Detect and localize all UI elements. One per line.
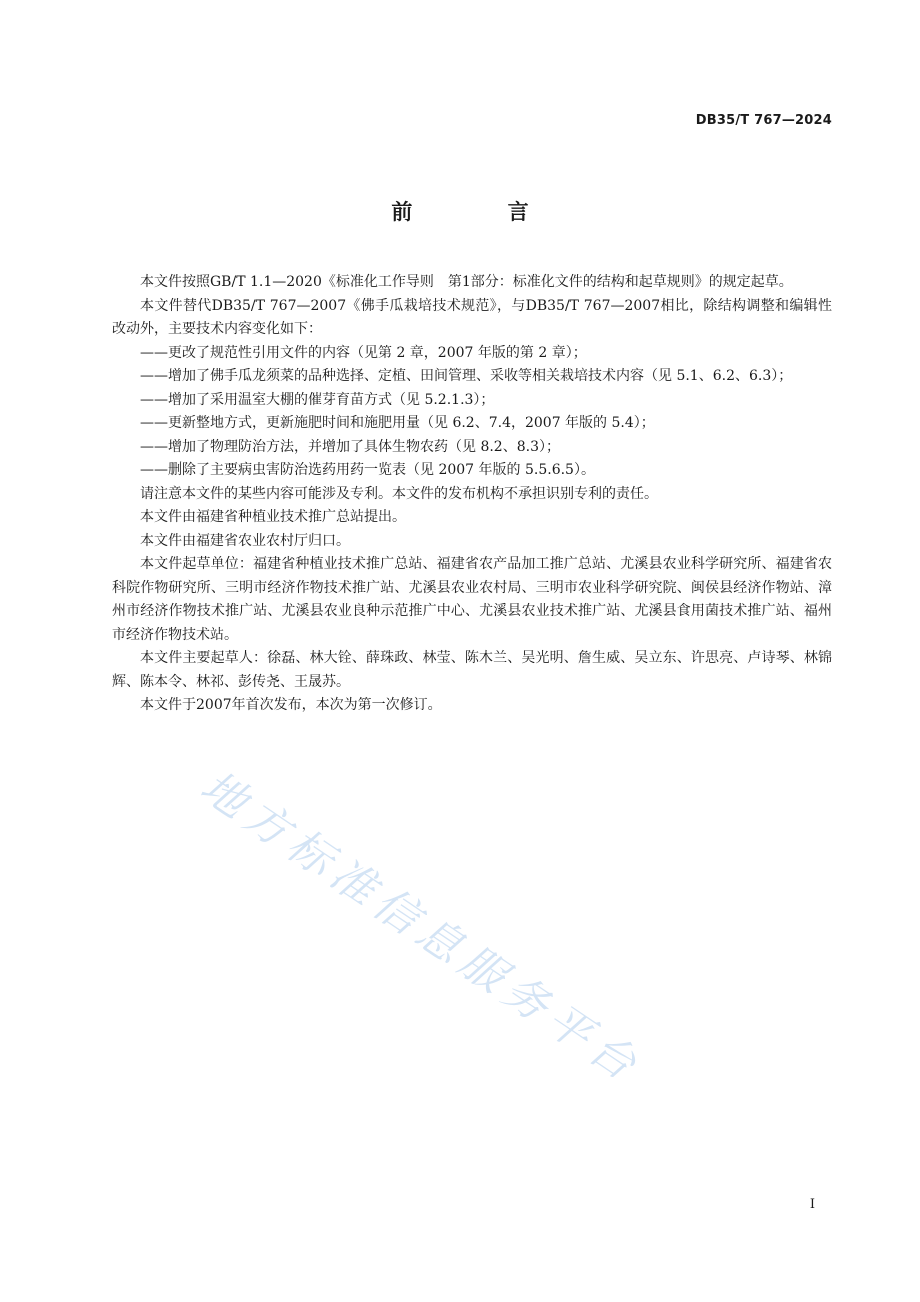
change-item: ——更新整地方式，更新施肥时间和施肥用量（见 6.2、7.4，2007 年版的 5.4）；: [140, 415, 655, 431]
paragraph-history: 本文件于2007年首次发布，本次为第一次修订。: [140, 697, 442, 713]
paragraph-administrator: 本文件由福建省农业农村厅归口。: [140, 532, 350, 549]
page-number: I: [809, 1197, 815, 1212]
change-item: ——更改了规范性引用文件的内容（见第 2 章，2007 年版的第 2 章）；: [140, 344, 587, 361]
paragraph-drafters: 本文件主要起草人：徐磊、林大铨、薛珠政、林莹、陈木兰、吴光明、詹生威、吴立东、许思亮、卢诗琴、林锦辉、陈本令、林祁、彭传尧、王晟苏。: [112, 650, 832, 690]
paragraph-patent-notice: 请注意本文件的某些内容可能涉及专利。本文件的发布机构不承担识别专利的责任。: [140, 485, 658, 502]
document-body: [112, 271, 832, 718]
change-item: ——删除了主要病虫害防治选药用药一览表（见 2007 年版的 5.5.6.5）。: [140, 462, 595, 478]
page-title: 前 言: [391, 200, 573, 224]
paragraph-drafting-units: 本文件起草单位：福建省种植业技术推广总站、福建省农产品加工推广总站、尤溪县农业科学研究所、福建省农科院作物研究所、三明市经济作物技术推广站、尤溪县农业农村局、三明市农业科学研究院、闽侯县经济作物站、漳州市经济作物技术推广站、尤溪县农业良种示范推广中心、尤溪县农业技术推广站、尤溪县食用菌技术推广站、福州市经济作物技术站。: [112, 556, 832, 643]
paragraph-drafting-basis: 本文件按照GB/T 1.1—2020《标准化工作导则 第1部分：标准化文件的结构和起草规则》的规定起草。: [140, 274, 793, 290]
change-item: ——增加了采用温室大棚的催芽育苗方式（见 5.2.1.3）；: [140, 391, 495, 408]
watermark: 地方标准信息服务平台: [191, 761, 651, 1095]
paragraph-proposer: 本文件由福建省种植业技术推广总站提出。: [140, 509, 406, 525]
paragraph-replacement: 本文件替代DB35/T 767—2007《佛手瓜栽培技术规范》，与DB35/T 767—2007相比，除结构调整和编辑性改动外，主要技术内容变化如下：: [112, 297, 832, 337]
change-item: ——增加了佛手瓜龙须菜的品种选择、定植、田间管理、采收等相关栽培技术内容（见 5.1、6.2、6.3）；: [140, 368, 793, 384]
standard-code: DB35/T 767—2024: [695, 113, 832, 128]
change-item: ——增加了物理防治方法，并增加了具体生物农药（见 8.2、8.3）；: [140, 438, 560, 455]
